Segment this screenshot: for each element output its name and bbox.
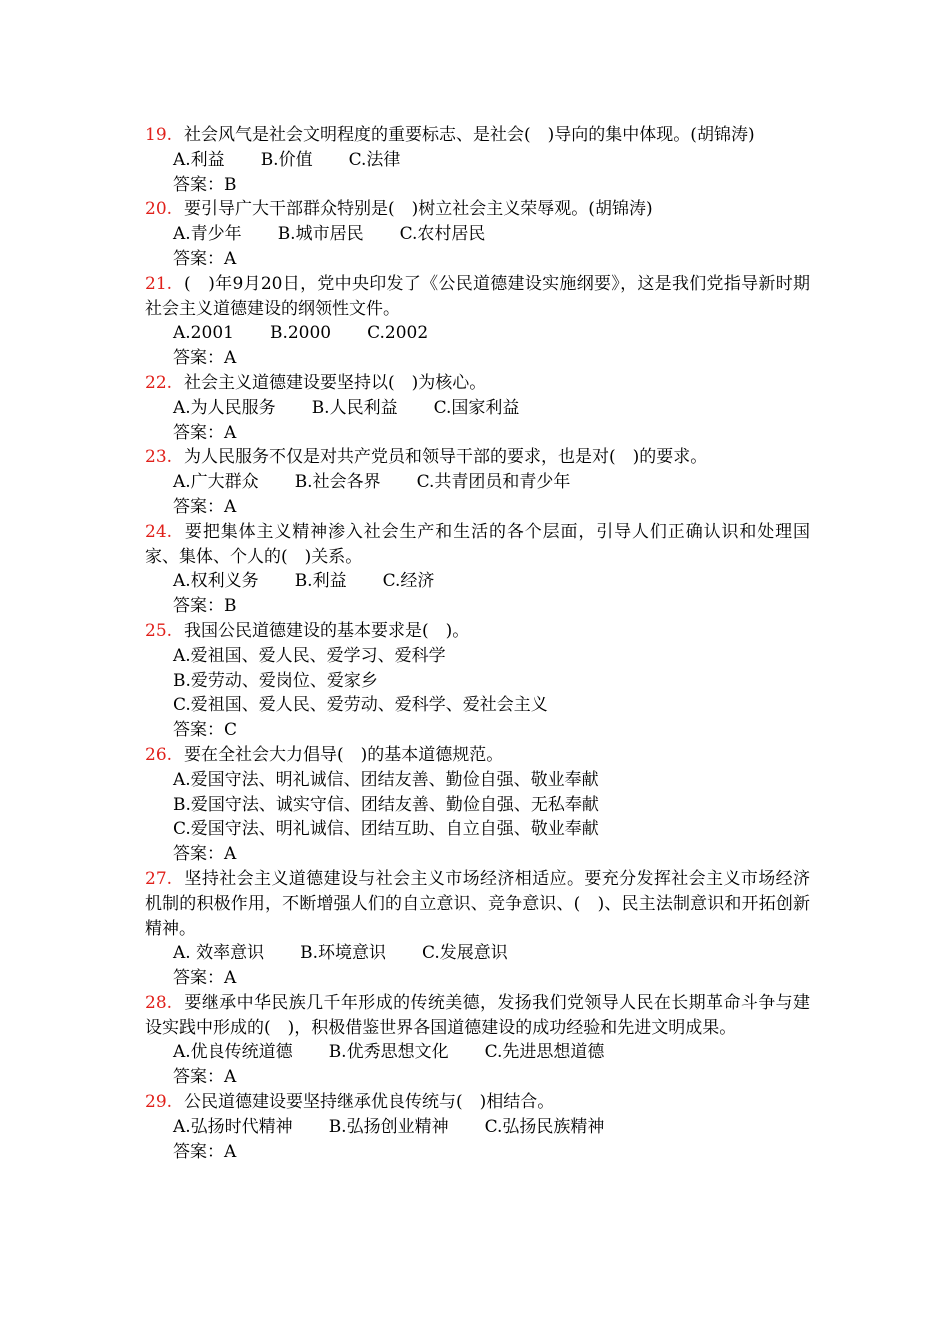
question-item xyxy=(145,123,810,197)
option-row xyxy=(145,470,810,495)
answer-option: C.法律 xyxy=(348,149,401,170)
question-item xyxy=(145,991,810,1090)
question-number: 19. xyxy=(145,125,173,145)
answer-option: A. 效率意识 xyxy=(173,943,265,964)
question-item xyxy=(145,867,810,991)
answer-option: C.弘扬民族精神 xyxy=(484,1116,605,1137)
answer-option: B.爱劳动、爱岗位、爱家乡 xyxy=(173,670,378,691)
option-row xyxy=(145,941,810,966)
answer-option: A.广大群众 xyxy=(173,472,259,493)
question-stem xyxy=(145,867,810,941)
answer-key: 答案：B xyxy=(173,596,237,617)
question-text: 要把集体主义精神渗入社会生产和生活的各个层面，引导人们正确认识和处理国家、集体、个人的( )关系。 xyxy=(145,521,810,567)
question-number: 24. xyxy=(145,521,173,542)
question-text: 社会风气是社会文明程度的重要标志、是社会( )导向的集中体现。(胡锦涛) xyxy=(184,125,755,145)
answer-key: 答案：A xyxy=(173,248,237,269)
answer-key: 答案：C xyxy=(173,720,238,741)
question-number: 27. xyxy=(145,868,173,889)
answer-key: 答案：A xyxy=(173,348,237,369)
answer-option: B.人民利益 xyxy=(311,397,398,418)
question-number: 25. xyxy=(145,620,173,641)
question-number: 22. xyxy=(145,372,173,393)
answer-option: B.利益 xyxy=(294,571,347,592)
answer-option: C.国家利益 xyxy=(433,397,520,418)
question-text: 公民道德建设要坚持继承优良传统与( )相结合。 xyxy=(184,1092,555,1113)
question-item xyxy=(145,272,810,371)
question-stem xyxy=(145,619,810,644)
question-stem xyxy=(145,272,810,322)
answer-key: 答案：A xyxy=(173,496,237,517)
question-text: 为人民服务不仅是对共产党员和领导干部的要求，也是对( )的要求。 xyxy=(184,447,708,468)
answer-option: B.爱国守法、诚实守信、团结友善、勤俭自强、无私奉献 xyxy=(173,794,599,815)
question-text: 要继承中华民族几千年形成的传统美德，发扬我们党领导人民在长期革命斗争与建设实践中形成的( )，积极借鉴世界各国道德建设的成功经验和先进文明成果。 xyxy=(145,992,810,1038)
option-row xyxy=(145,148,810,173)
question-item xyxy=(145,371,810,445)
question-item xyxy=(145,520,810,619)
answer-option: C.农村居民 xyxy=(399,224,486,245)
question-text: 社会主义道德建设要坚持以( )为核心。 xyxy=(184,372,487,393)
option-row xyxy=(145,569,810,594)
question-stem xyxy=(145,743,810,768)
question-stem xyxy=(145,520,810,570)
question-number: 20. xyxy=(145,199,173,220)
question-item xyxy=(145,743,810,867)
question-list xyxy=(145,123,810,1164)
question-item xyxy=(145,445,810,519)
answer-key: 答案：A xyxy=(173,844,237,865)
answer-option: A.爱祖国、爱人民、爱学习、爱科学 xyxy=(173,645,446,666)
question-stem xyxy=(145,1090,810,1115)
question-text: 我国公民道德建设的基本要求是( )。 xyxy=(184,620,470,641)
question-text: 要在全社会大力倡导( )的基本道德规范。 xyxy=(184,744,504,765)
answer-option: A.为人民服务 xyxy=(173,397,276,418)
answer-option: C.共青团员和青少年 xyxy=(416,472,571,493)
answer-option: C.爱国守法、明礼诚信、团结互助、自立自强、敬业奉献 xyxy=(173,819,599,840)
question-number: 26. xyxy=(145,744,173,765)
answer-option: A.权利义务 xyxy=(173,571,259,592)
answer-option: A.弘扬时代精神 xyxy=(173,1116,293,1137)
question-item xyxy=(145,1090,810,1164)
answer-option: A.青少年 xyxy=(173,224,242,245)
option-row xyxy=(145,396,810,421)
answer-option: B.环境意识 xyxy=(300,943,386,964)
question-stem xyxy=(145,123,810,148)
answer-option: C.先进思想道德 xyxy=(484,1042,605,1063)
answer-option: C.爱祖国、爱人民、爱劳动、爱科学、爱社会主义 xyxy=(173,695,548,716)
question-stem xyxy=(145,445,810,470)
question-number: 28. xyxy=(145,992,173,1013)
question-text: ( )年9月20日，党中央印发了《公民道德建设实施纲要》，这是我们党指导新时期社会主义道德建设的纲领性文件。 xyxy=(145,273,810,319)
question-text: 要引导广大干部群众特别是( )树立社会主义荣辱观。(胡锦涛) xyxy=(184,199,653,220)
question-number: 29. xyxy=(145,1092,173,1113)
answer-key: 答案：A xyxy=(173,1141,237,1162)
answer-option: B.价值 xyxy=(260,149,313,170)
question-item xyxy=(145,619,810,743)
answer-option: B.城市居民 xyxy=(277,224,364,245)
answer-option: C.发展意识 xyxy=(422,943,508,964)
answer-key: 答案：A xyxy=(173,968,237,989)
answer-option: B.2000 xyxy=(269,323,332,344)
option-row xyxy=(145,222,810,247)
option-row xyxy=(145,1040,810,1065)
question-item xyxy=(145,197,810,271)
answer-option: C.经济 xyxy=(382,571,435,592)
answer-option: C.2002 xyxy=(367,323,429,344)
question-number: 23. xyxy=(145,447,173,468)
answer-option: B.优秀思想文化 xyxy=(328,1042,449,1063)
answer-option: A.利益 xyxy=(173,149,225,170)
answer-key: 答案：A xyxy=(173,422,237,443)
answer-option: A.2001 xyxy=(173,323,234,344)
answer-option: A.优良传统道德 xyxy=(173,1042,293,1063)
answer-option: B.弘扬创业精神 xyxy=(328,1116,449,1137)
question-stem xyxy=(145,991,810,1041)
question-number: 21. xyxy=(145,273,173,294)
answer-key: 答案：A xyxy=(173,1067,237,1088)
answer-option: A.爱国守法、明礼诚信、团结友善、勤俭自强、敬业奉献 xyxy=(173,769,599,790)
answer-option: B.社会各界 xyxy=(294,472,381,493)
question-text: 坚持社会主义道德建设与社会主义市场经济相适应。要充分发挥社会主义市场经济机制的积极作用，不断增强人们的自立意识、竞争意识、( )、民主法制意识和开拓创新精神。 xyxy=(145,868,810,939)
question-stem xyxy=(145,371,810,396)
answer-key: 答案：B xyxy=(173,174,237,195)
option-row xyxy=(145,1115,810,1140)
question-stem xyxy=(145,197,810,222)
option-row xyxy=(145,321,810,346)
